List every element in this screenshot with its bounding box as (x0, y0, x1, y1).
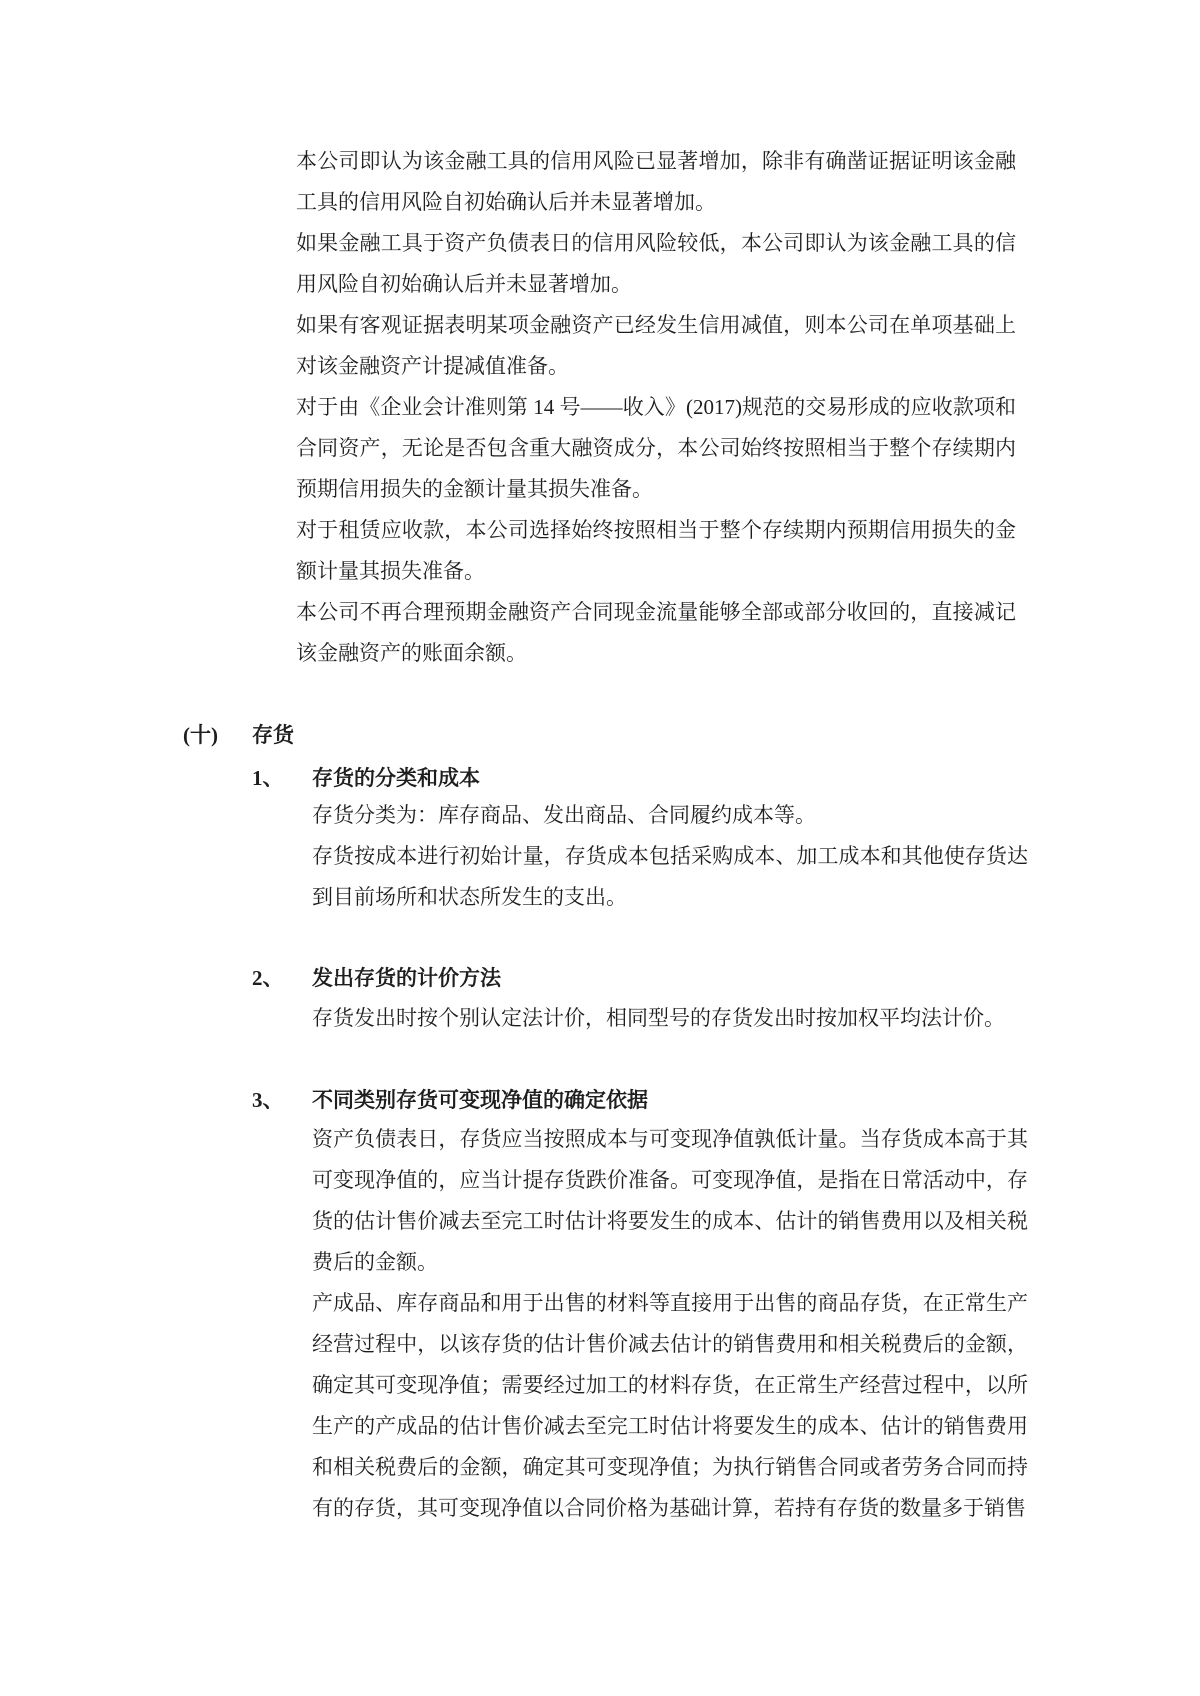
paragraph: 本公司不再合理预期金融资产合同现金流量能够全部或部分收回的，直接减记该金融资产的账面余额。 (296, 600, 1016, 665)
item-3-heading (252, 1080, 648, 1121)
section-title: 存货 (252, 724, 294, 747)
item-1-heading (252, 758, 480, 799)
section-number: (十) (183, 723, 218, 747)
paragraph: 对于租赁应收款，本公司选择始终按照相当于整个存续期内预期信用损失的金额计量其损失准备。 (296, 518, 1016, 583)
paragraph: 本公司即认为该金融工具的信用风险已显著增加，除非有确凿证据证明该金融工具的信用风险自初始确认后并未显著增加。 (296, 149, 1016, 214)
paragraph: 资产负债表日，存货应当按照成本与可变现净值孰低计量。当存货成本高于其可变现净值的，应当计提存货跌价准备。可变现净值，是指在日常活动中，存货的估计售价减去至完工时估计将要发生的成本、估计的销售费用以及相关税费后的金额。 (312, 1127, 1028, 1274)
section-heading (183, 715, 294, 756)
item-title: 发出存货的计价方法 (312, 967, 501, 990)
paragraph: 如果有客观证据表明某项金融资产已经发生信用减值，则本公司在单项基础上对该金融资产计提减值准备。 (296, 313, 1016, 378)
item-number: 3、 (252, 1088, 284, 1112)
paragraph: 如果金融工具于资产负债表日的信用风险较低，本公司即认为该金融工具的信用风险自初始确认后并未显著增加。 (296, 231, 1016, 296)
item-number: 2、 (252, 966, 284, 990)
item-1-body (312, 795, 1028, 918)
item-title: 不同类别存货可变现净值的确定依据 (312, 1089, 648, 1112)
item-3-body (312, 1119, 1028, 1529)
paragraph: 对于由《企业会计准则第 14 号——收入》(2017)规范的交易形成的应收款项和合同资产，无论是否包含重大融资成分，本公司始终按照相当于整个存续期内预期信用损失的金额计量其损失准备。 (296, 395, 1016, 501)
paragraph: 存货按成本进行初始计量，存货成本包括采购成本、加工成本和其他使存货达到目前场所和状态所发生的支出。 (312, 844, 1028, 909)
continuation-text-block (296, 141, 1016, 674)
item-number: 1、 (252, 766, 284, 790)
item-2-heading (252, 958, 501, 999)
item-title: 存货的分类和成本 (312, 767, 480, 790)
item-2-body (312, 998, 1028, 1039)
paragraph: 产成品、库存商品和用于出售的材料等直接用于出售的商品存货，在正常生产经营过程中，以该存货的估计售价减去估计的销售费用和相关税费后的金额，确定其可变现净值；需要经过加工的材料存货，在正常生产经营过程中，以所生产的产成品的估计售价减去至完工时估计将要发生的成本、估计的销售费用和相关税费后的金额，确定其可变现净值；为执行销售合同或者劳务合同而持有的存货，其可变现净值以合同价格为基础计算，若持有存货的数量多于销售 (312, 1291, 1028, 1520)
paragraph: 存货发出时按个别认定法计价，相同型号的存货发出时按加权平均法计价。 (312, 1006, 1005, 1030)
paragraph: 存货分类为：库存商品、发出商品、合同履约成本等。 (312, 803, 816, 827)
